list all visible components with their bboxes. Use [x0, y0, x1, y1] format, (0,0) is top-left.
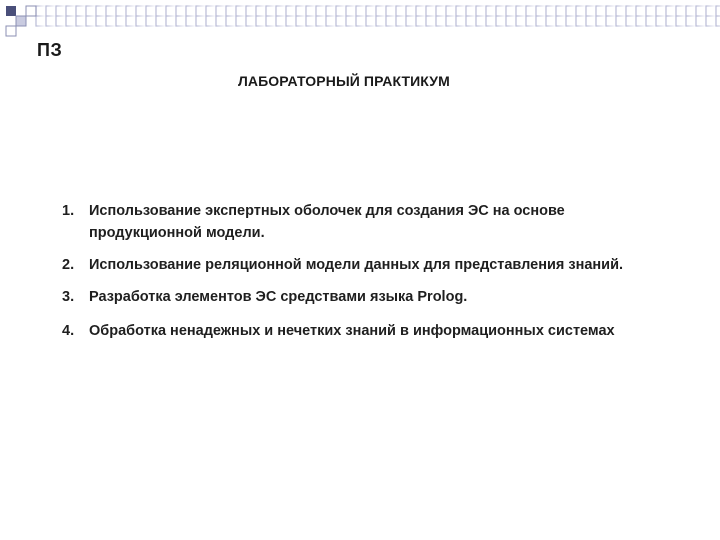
- pattern-square: [206, 6, 216, 16]
- pattern-square: [426, 16, 436, 26]
- pattern-square: [356, 6, 366, 16]
- pattern-square: [66, 6, 76, 16]
- pattern-square: [286, 16, 296, 26]
- pattern-square: [416, 6, 426, 16]
- pattern-square: [346, 6, 356, 16]
- pattern-square: [406, 16, 416, 26]
- pattern-square: [56, 6, 66, 16]
- list-item: [62, 254, 662, 276]
- pattern-square: [86, 6, 96, 16]
- pattern-square: [86, 16, 96, 26]
- pattern-square: [356, 16, 366, 26]
- pattern-square: [296, 16, 306, 26]
- pattern-square: [566, 6, 576, 16]
- pattern-square: [76, 6, 86, 16]
- pattern-square: [236, 16, 246, 26]
- pattern-square: [386, 16, 396, 26]
- decorative-header-squares: [0, 0, 720, 44]
- pattern-square: [686, 16, 696, 26]
- pattern-square: [606, 16, 616, 26]
- pattern-square: [286, 6, 296, 16]
- pattern-square: [246, 16, 256, 26]
- accent-square-dark: [6, 6, 16, 16]
- list-item-number: 2.: [62, 257, 75, 273]
- squares-pattern-icon: [0, 0, 720, 44]
- pattern-square: [136, 6, 146, 16]
- pattern-square: [156, 16, 166, 26]
- list-item-number: 4.: [62, 323, 75, 339]
- pattern-square: [546, 6, 556, 16]
- pattern-square: [386, 6, 396, 16]
- pattern-square: [676, 16, 686, 26]
- pattern-square: [156, 6, 166, 16]
- pattern-square: [316, 6, 326, 16]
- pattern-square: [346, 16, 356, 26]
- pattern-square: [616, 16, 626, 26]
- pattern-square: [36, 6, 46, 16]
- pattern-square: [526, 16, 536, 26]
- pattern-square: [266, 6, 276, 16]
- pattern-square: [296, 6, 306, 16]
- pattern-square: [416, 16, 426, 26]
- list-item: [62, 286, 662, 308]
- pattern-square: [496, 6, 506, 16]
- pattern-square: [76, 16, 86, 26]
- pattern-square: [696, 6, 706, 16]
- pattern-square: [646, 16, 656, 26]
- pattern-square: [126, 16, 136, 26]
- pattern-square: [546, 16, 556, 26]
- pattern-square: [446, 6, 456, 16]
- pattern-square: [136, 16, 146, 26]
- pattern-square: [576, 16, 586, 26]
- pattern-square: [216, 6, 226, 16]
- pattern-square: [316, 16, 326, 26]
- pattern-square: [36, 16, 46, 26]
- pattern-square: [516, 6, 526, 16]
- pattern-square: [656, 6, 666, 16]
- pattern-square: [256, 16, 266, 26]
- pattern-square: [166, 6, 176, 16]
- pattern-square: [466, 16, 476, 26]
- pattern-square: [376, 6, 386, 16]
- pattern-square: [236, 6, 246, 16]
- pattern-square: [666, 16, 676, 26]
- pattern-square: [326, 6, 336, 16]
- pattern-square: [506, 6, 516, 16]
- list-item-text: Разработка элементов ЭС средствами языка Prolog.: [89, 289, 468, 305]
- pattern-square: [366, 6, 376, 16]
- pattern-square: [516, 16, 526, 26]
- list-item-text: Использование реляционной модели данных для представления знаний.: [89, 257, 624, 273]
- pattern-square: [366, 16, 376, 26]
- pattern-square: [496, 16, 506, 26]
- list-item: [62, 200, 662, 244]
- pattern-square: [306, 6, 316, 16]
- pattern-square: [476, 6, 486, 16]
- pattern-square: [186, 6, 196, 16]
- pattern-square: [406, 6, 416, 16]
- list-item-number: 1.: [62, 203, 75, 219]
- pattern-square: [466, 6, 476, 16]
- pattern-square: [196, 16, 206, 26]
- pattern-square: [456, 16, 466, 26]
- pattern-square: [556, 16, 566, 26]
- pattern-square: [706, 6, 716, 16]
- pattern-square: [456, 6, 466, 16]
- pattern-square: [536, 16, 546, 26]
- pattern-square: [326, 16, 336, 26]
- pattern-square: [246, 6, 256, 16]
- pattern-square: [586, 6, 596, 16]
- pattern-square: [626, 6, 636, 16]
- list-item-text: Использование экспертных оболочек для создания ЭС на основе продукционной модели.: [89, 203, 565, 241]
- pattern-square: [706, 16, 716, 26]
- pattern-square: [226, 6, 236, 16]
- pattern-square: [676, 6, 686, 16]
- pattern-square: [506, 16, 516, 26]
- pattern-square: [336, 16, 346, 26]
- pattern-square: [486, 6, 496, 16]
- pattern-square: [636, 6, 646, 16]
- pattern-square: [306, 16, 316, 26]
- pattern-square: [276, 16, 286, 26]
- pattern-square: [636, 16, 646, 26]
- pattern-square: [226, 16, 236, 26]
- pattern-square: [436, 16, 446, 26]
- pattern-square: [166, 16, 176, 26]
- pattern-square: [556, 6, 566, 16]
- pattern-square: [626, 16, 636, 26]
- pattern-square: [146, 16, 156, 26]
- pattern-square: [176, 16, 186, 26]
- pattern-square: [176, 6, 186, 16]
- pattern-square: [686, 6, 696, 16]
- pattern-square: [716, 6, 720, 16]
- pattern-square: [646, 6, 656, 16]
- pattern-square: [336, 6, 346, 16]
- pattern-square: [106, 6, 116, 16]
- pattern-square: [46, 16, 56, 26]
- pattern-square: [206, 16, 216, 26]
- pattern-square: [696, 16, 706, 26]
- list-item: [62, 320, 662, 342]
- pattern-square: [276, 6, 286, 16]
- pattern-square: [716, 16, 720, 26]
- pattern-square: [56, 16, 66, 26]
- pattern-square: [186, 16, 196, 26]
- pattern-square: [256, 6, 266, 16]
- pattern-square: [96, 6, 106, 16]
- list-item-number: 3.: [62, 289, 75, 305]
- list-item-text: Обработка ненадежных и нечетких знаний в информационных системах: [89, 323, 615, 339]
- pattern-square: [266, 16, 276, 26]
- pattern-square: [376, 16, 386, 26]
- pattern-square: [196, 6, 206, 16]
- pattern-square: [66, 16, 76, 26]
- pattern-square: [586, 16, 596, 26]
- pattern-square: [106, 16, 116, 26]
- pattern-square: [116, 16, 126, 26]
- pattern-square: [126, 6, 136, 16]
- pattern-square: [396, 6, 406, 16]
- pattern-square: [616, 6, 626, 16]
- pattern-square: [436, 6, 446, 16]
- pattern-square: [536, 6, 546, 16]
- pattern-square: [606, 6, 616, 16]
- pattern-square: [596, 6, 606, 16]
- pattern-square: [596, 16, 606, 26]
- pattern-square: [486, 16, 496, 26]
- pattern-square: [46, 6, 56, 16]
- topic-list: [62, 200, 662, 352]
- pattern-square: [576, 6, 586, 16]
- pattern-square: [216, 16, 226, 26]
- pattern-square: [96, 16, 106, 26]
- pattern-square: [146, 6, 156, 16]
- slide-title: ЛАБОРАТОРНЫЙ ПРАКТИКУМ: [238, 73, 450, 89]
- pattern-square: [426, 6, 436, 16]
- pattern-square: [566, 16, 576, 26]
- pattern-square: [396, 16, 406, 26]
- pattern-square: [476, 16, 486, 26]
- pattern-square: [446, 16, 456, 26]
- pattern-square: [666, 6, 676, 16]
- pattern-square: [116, 6, 126, 16]
- pattern-square: [656, 16, 666, 26]
- slide-number-label: ПЗ: [37, 40, 63, 60]
- pattern-square: [526, 6, 536, 16]
